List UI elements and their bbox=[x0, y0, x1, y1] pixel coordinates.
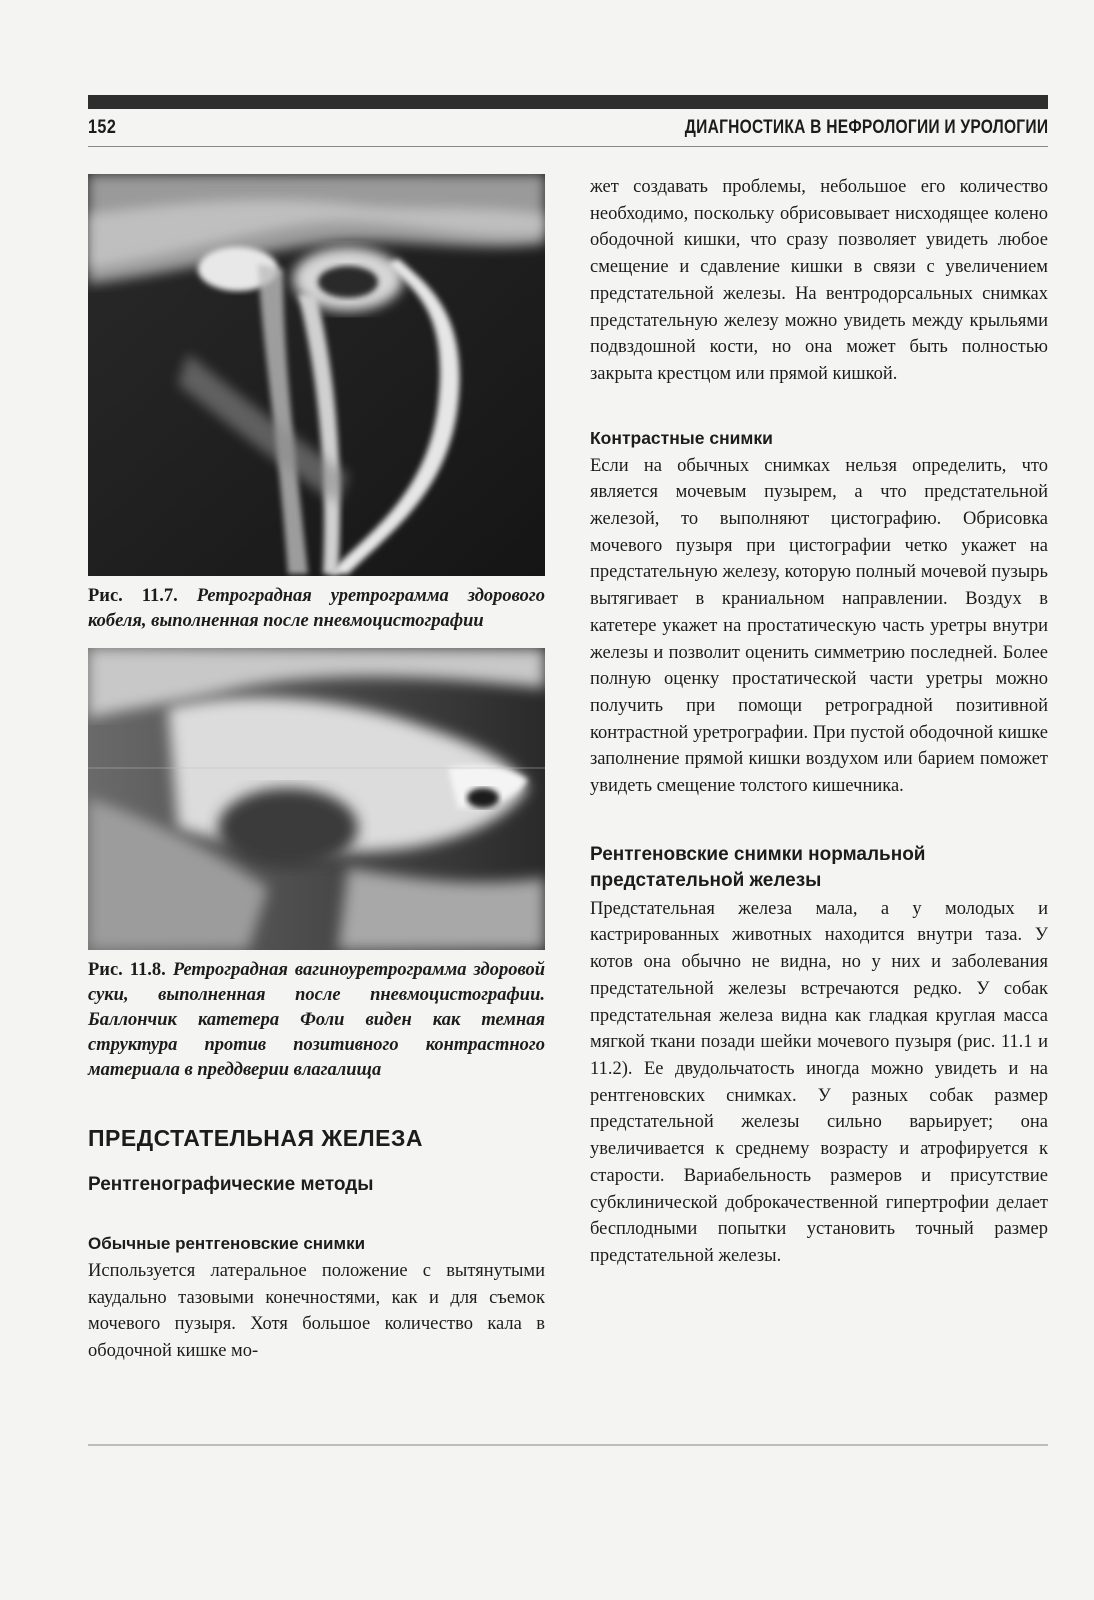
subsection-title: Рентгеновские снимки нормальной предстательной железы bbox=[590, 843, 926, 891]
subsection-title: Рентгенографические методы bbox=[88, 1174, 374, 1195]
right-column bbox=[590, 174, 1048, 1270]
header-bar bbox=[88, 95, 1048, 109]
paragraph: Предстательная железа мала, а у молодых и кастрированных животных находится внутри таза. У котов она обычно не видна, но у них и заболевания предстательной железы встречаются редко. У собак предстательная железа видна как гладкая круглая масса мягкой ткани позади шейки мочевого пузыря (рис. 11.1 и 11.2). Ее двудольчатость иногда можно увидеть и на рентгеновских снимках. У разных собак размер предстательной железы сильно варьирует; она увеличивается к среднему возрасту и атрофируется к старости. Вариабельность размеров и присутствие субклинической доброкачественной гипертрофии делает бесплодными попытки установить точный размер предстательной железы. bbox=[590, 898, 1048, 1266]
figure-11-8-xray bbox=[88, 648, 545, 950]
subsection-title: Контрастные снимки bbox=[590, 427, 773, 448]
xray-urethrogram-image bbox=[88, 174, 545, 576]
paragraph: Используется латеральное положение с вытянутыми каудально тазовыми конечностями, как и для съемок мочевого пузыря. Хотя большое количество кала в ободочной кишке мо- bbox=[88, 1261, 545, 1362]
running-head: ДИАГНОСТИКА В НЕФРОЛОГИИ И УРОЛОГИИ bbox=[684, 117, 1048, 138]
section-title: ПРЕДСТАТЕЛЬНАЯ ЖЕЛЕЗА bbox=[88, 1125, 424, 1151]
figure-number: Рис. 11.8. bbox=[88, 960, 166, 980]
left-column bbox=[88, 174, 545, 1365]
figure-caption-text: Ретроградная вагиноуретрограмма здоровой суки, выполненная после пневмоцистографии. Баллончик катетера Фоли виден как темная структура против позитивного контрастного материала в преддверии влагалища bbox=[88, 960, 546, 1080]
figure-11-7-xray bbox=[88, 174, 545, 576]
header-rule bbox=[88, 146, 1048, 147]
figure-caption-text: Ретроградная уретрограмма здорового кобеля, выполненная после пневмоцистографии bbox=[88, 586, 546, 631]
subsubsection-title: Обычные рентгеновские снимки bbox=[88, 1234, 366, 1253]
footer-rule bbox=[88, 1444, 1048, 1446]
xray-vaginourethrogram-image bbox=[88, 648, 545, 950]
paragraph: жет создавать проблемы, небольшое его количество необходимо, поскольку обрисовывает нисходящее колено ободочной кишки, что сразу позволяет увидеть любое смещение и сдавление кишки в связи с увеличением предстательной железы. На вентродорсальных снимках предстательную железу можно увидеть между крыльями подвздошной кости, но она может быть полностью закрыта крестцом или прямой кишкой. bbox=[590, 177, 1048, 384]
figure-11-7-caption bbox=[88, 584, 545, 634]
paragraph: Если на обычных снимках нельзя определить, что является мочевым пузырем, а что предстательной железой, то выполняют цистографию. Обрисовка мочевого пузыря при цистографии четко укажет на предстательную железу, которую полный мочевой пузырь вытягивает в краниальном направлении. Воздух в катетере укажет на простатическую часть уретры внутри железы и позволит оценить симметрию последней. Более полную оценку простатической части уретры можно получить при помощи ретроградной позитивной контрастной уретрографии. При пустой ободочной кишке заполнение прямой кишки воздухом или барием поможет увидеть смещение толстого кишечника. bbox=[590, 455, 1048, 797]
figure-11-8-caption bbox=[88, 958, 545, 1083]
page-number: 152 bbox=[88, 117, 117, 138]
figure-number: Рис. 11.7. bbox=[88, 586, 178, 606]
